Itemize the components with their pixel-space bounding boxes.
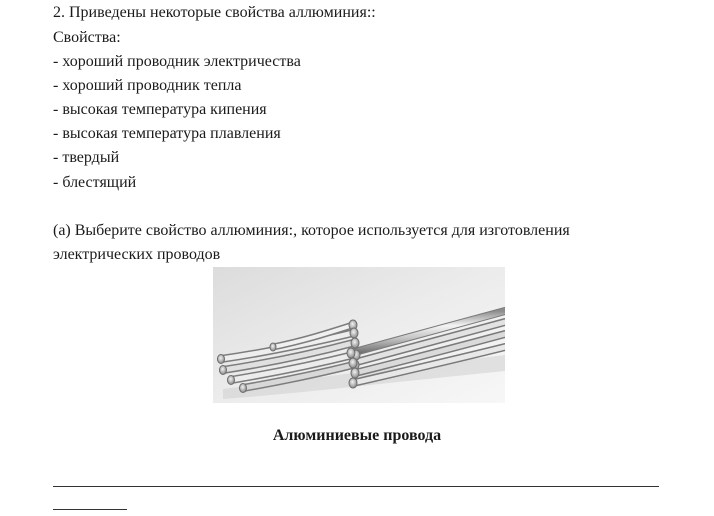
property-item: - твердый — [53, 149, 120, 166]
property-item: - блестящий — [53, 174, 137, 191]
property-item: - хороший проводник тепла — [53, 77, 242, 94]
property-item: - хороший проводник электричества — [53, 53, 301, 70]
property-item: - высокая температура плавления — [53, 125, 281, 142]
task-text-line-2: электрических проводов — [53, 246, 221, 263]
properties-label: Свойства: — [53, 29, 121, 46]
aluminium-wires-photo — [213, 267, 505, 403]
answer-line-short[interactable] — [53, 509, 127, 510]
question-title: 2. Приведены некоторые свойства аллюминия:: — [53, 4, 376, 21]
figure-caption: Алюминиевые провода — [272, 427, 442, 444]
property-item: - высокая температура кипения — [53, 101, 267, 118]
answer-line[interactable] — [53, 486, 659, 487]
task-text-line-1: (а) Выберите свойство аллюминия:, которое используется для изготовления — [53, 222, 570, 239]
